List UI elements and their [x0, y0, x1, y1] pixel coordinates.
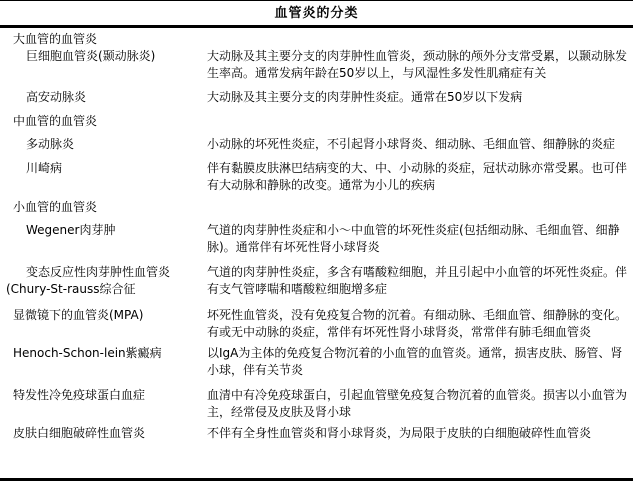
table-body — [0, 28, 633, 442]
row-term-text: 皮肤白细胞破碎性血管炎 — [13, 426, 146, 440]
row-description: 伴有黏膜皮肤淋巴结病变的大、中、小动脉的炎症，冠状动脉亦常受累。也可伴有大动脉和静脉的改变。通常为小儿的疾病 — [207, 161, 628, 192]
row-description: 大动脉及其主要分支的肉芽肿性血管炎，颈动脉的颅外分支常受累，以颞动脉发生率高。通常发病年龄在50岁以上，与风湿性多发性肌痛症有关 — [207, 49, 628, 80]
row-term — [0, 387, 207, 404]
footer-divider — [0, 478, 633, 481]
row-term-text: Wegener肉芽肿 — [26, 223, 116, 237]
table-row — [0, 387, 633, 421]
row-term-text: 川崎病 — [26, 161, 63, 175]
row-description: 大动脉及其主要分支的肉芽肿性炎症。通常在50岁以下发病 — [207, 90, 523, 104]
table-row — [0, 160, 633, 194]
row-description: 小动脉的坏死性炎症，不引起肾小球肾炎、细动脉、毛细血管、细静脉的炎症 — [207, 137, 616, 151]
row-term-text: 变态反应性肉芽肿性血管炎 — [26, 265, 171, 279]
row-term-text: 特发性冷免疫球蛋白血症 — [13, 388, 146, 402]
table-row — [0, 307, 633, 341]
row-term-text: 多动脉炎 — [26, 137, 75, 151]
table-row — [0, 264, 633, 298]
row-term-text: 中血管的血管炎 — [13, 114, 98, 128]
table-row — [0, 48, 633, 82]
table-row — [0, 31, 633, 48]
row-term — [0, 199, 207, 216]
row-term — [0, 89, 207, 106]
table-row — [0, 222, 633, 256]
row-description: 血清中有冷免疫球蛋白，引起血管壁免疫复合物沉着的血管炎。损害以小血管为主，经常侵及皮肤及肾小球 — [207, 388, 628, 419]
row-term-text: 显微镜下的血管炎(MPA) — [13, 308, 144, 322]
page-title: 血管炎的分类 — [274, 6, 359, 21]
row-term-text: 巨细胞血管炎(颞动脉炎) — [26, 49, 156, 63]
table-row — [0, 199, 633, 216]
row-term — [0, 307, 207, 324]
row-description: 气道的肉芽肿性炎症和小～中血管的坏死性炎症(包括细动脉、毛细血管、细静脉)。通常伴有坏死性肾小球肾炎 — [207, 223, 620, 254]
row-term — [0, 136, 207, 153]
table-row — [0, 345, 633, 379]
row-term — [0, 31, 207, 48]
row-term — [0, 113, 207, 130]
row-description: 以IgA为主体的免疫复合物沉着的小血管的血管炎。通常，损害皮肤、肠管、肾小球，伴有关节炎 — [207, 346, 623, 377]
row-term-text: Henoch-Schon-lein紫癜病 — [13, 346, 162, 360]
table-row — [0, 425, 633, 442]
row-term — [0, 48, 207, 65]
row-term — [0, 345, 207, 362]
table-row — [0, 136, 633, 153]
row-term — [0, 264, 207, 298]
row-term-text: 高安动脉炎 — [26, 90, 87, 104]
row-description: 坏死性血管炎，没有免疫复合物的沉着。有细动脉、毛细血管、细静脉的变化。有或无中动脉的炎症，常伴有坏死性肾小球肾炎，常常伴有肺毛细血管炎 — [207, 308, 628, 339]
table-row — [0, 113, 633, 130]
row-term-text: 大血管的血管炎 — [13, 32, 98, 46]
row-description: 不伴有全身性血管炎和肾小球肾炎，为局限于皮肤的白细胞破碎性血管炎 — [207, 426, 592, 440]
row-term — [0, 425, 207, 442]
row-term — [0, 222, 207, 239]
row-term-text: 小血管的血管炎 — [13, 200, 98, 214]
row-description: 气道的肉芽肿性炎症，多含有嗜酸粒细胞，并且引起中小血管的坏死性炎症。伴有支气管哮喘和嗜酸粒细胞增多症 — [207, 265, 628, 296]
row-term — [0, 160, 207, 177]
row-term-text-line2: (Chury-St-rauss综合征 — [6, 282, 136, 296]
table-row — [0, 89, 633, 106]
